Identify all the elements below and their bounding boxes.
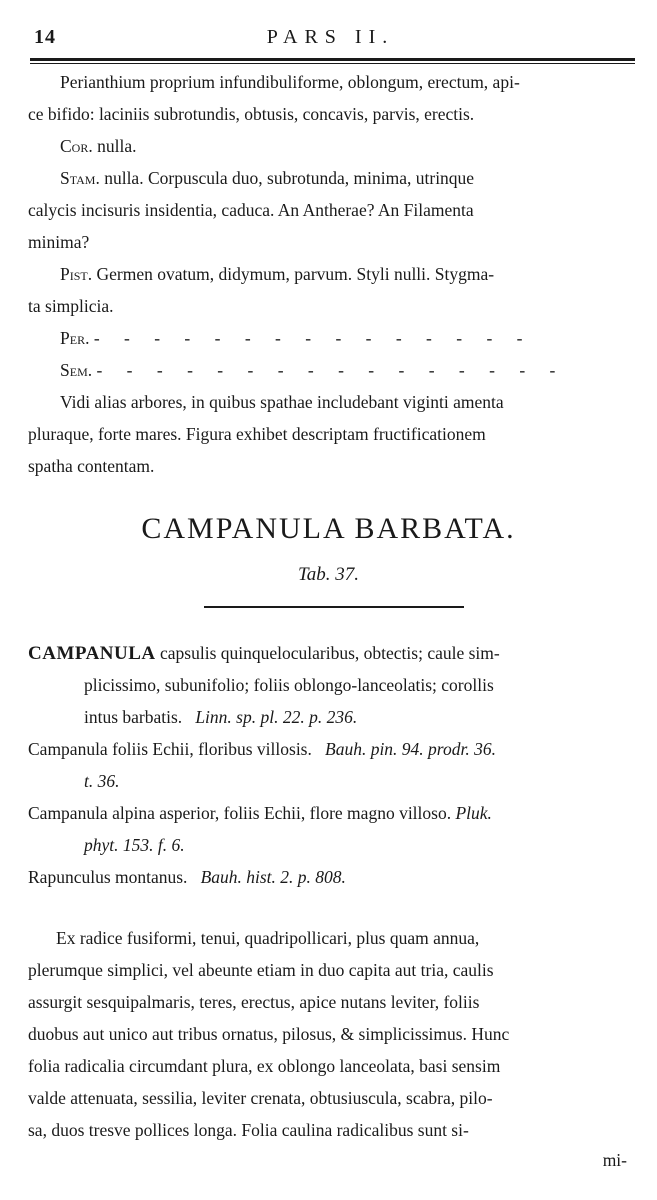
pericarp-label: Per.	[60, 328, 90, 348]
catchword: mi-	[602, 1150, 627, 1170]
description-line-6: valde attenuata, sessilia, leviter crenata, obtusiuscula, scabra, pilo-	[28, 1088, 493, 1108]
description-line-2: plerumque simplici, vel abeunte etiam in duo capita aut tria, caulis	[28, 960, 494, 980]
synonym-1-text-1: capsulis quinquelocularibus, obtectis; caule sim-	[160, 643, 500, 663]
header-rule-thick	[30, 58, 635, 61]
synonym-3-text: Campanula alpina asperior, foliis Echii, flore magno villoso.	[28, 803, 452, 823]
perianthium-line-2: ce bifido: laciniis subrotundis, obtusis, concavis, parvis, erectis.	[28, 104, 475, 124]
corolla-text: nulla.	[97, 136, 137, 156]
pericarp-dashes: - - - - - - - - - - - - - - -	[93, 328, 533, 348]
stamen-label: Stam.	[60, 168, 100, 188]
description-line-3: assurgit sesquipalmaris, teres, erectus, apice nutans leviter, foliis	[28, 992, 480, 1012]
seed-dashes: - - - - - - - - - - - - - - - -	[96, 360, 566, 380]
perianthium-line-1: Perianthium proprium infundibuliforme, oblongum, erectum, api-	[60, 72, 520, 92]
synonym-1-line-1	[28, 638, 638, 670]
page-number: 14	[34, 26, 56, 48]
vidi-line-2: pluraque, forte mares. Figura exhibet descriptam fructificationem	[28, 424, 486, 444]
corolla-line	[28, 130, 632, 162]
description-line-7: sa, duos tresve pollices longa. Folia caulina radicalibus sunt si-	[28, 1120, 469, 1140]
pistil-line-1	[28, 258, 632, 290]
stamen-line-3: minima?	[28, 232, 90, 252]
synonym-3-citation: Pluk.	[455, 803, 492, 823]
description-line-1: Ex radice fusiformi, tenui, quadripollicari, plus quam annua,	[56, 928, 480, 948]
synonym-4-line	[28, 862, 638, 894]
seed-line	[28, 354, 632, 386]
synonym-2-line-1	[28, 734, 638, 766]
stamen-line-1	[28, 162, 632, 194]
seed-label: Sem.	[60, 360, 93, 380]
synonymy-block	[28, 638, 638, 894]
synonym-1-line-2: plicissimo, subunifolio; foliis oblongo-lanceolatis; corollis	[84, 675, 494, 695]
running-head	[28, 22, 633, 52]
title-rule	[204, 606, 464, 608]
flower-description-block	[28, 66, 632, 482]
synonym-1-line-3	[28, 702, 638, 734]
synonym-4-citation: Bauh. hist. 2. p. 808.	[200, 867, 346, 887]
synonym-2-citation: Bauh. pin. 94. prodr. 36.	[325, 739, 496, 759]
vidi-line-1: Vidi alias arbores, in quibus spathae includebant viginti amenta	[60, 392, 504, 412]
synonym-3-line-2: phyt. 153. f. 6.	[84, 835, 185, 855]
stamen-line-2: calycis incisuris insidentia, caduca. An Antherae? An Filamenta	[28, 200, 474, 220]
genus-name: CAMPANULA	[28, 643, 156, 664]
pericarp-line	[28, 322, 632, 354]
description-line-4: duobus aut unico aut tribus ornatus, pilosus, & simplicissimus. Hunc	[28, 1024, 510, 1044]
synonym-3-line-1	[28, 798, 638, 830]
synonym-4-text: Rapunculus montanus.	[28, 867, 188, 887]
pistil-label: Pist.	[60, 264, 93, 284]
pistil-text-1: Germen ovatum, didymum, parvum. Styli nulli. Stygma-	[96, 264, 495, 284]
stamen-text-1: nulla. Corpuscula duo, subrotunda, minima, utrinque	[104, 168, 475, 188]
species-description	[28, 922, 636, 1146]
description-line-5: folia radicalia circumdant plura, ex oblongo lanceolata, basi sensim	[28, 1056, 501, 1076]
pistil-line-2: ta simplicia.	[28, 296, 114, 316]
species-title: CAMPANULA BARBATA.	[141, 512, 516, 545]
synonym-1-text-3: intus barbatis.	[84, 707, 183, 727]
corolla-label: Cor.	[60, 136, 93, 156]
synonym-2-line-2: t. 36.	[84, 771, 120, 791]
plate-reference: Tab. 37.	[297, 564, 360, 585]
synonym-1-citation: Linn. sp. pl. 22. p. 236.	[195, 707, 358, 727]
vidi-line-3: spatha contentam.	[28, 456, 155, 476]
synonym-2-text: Campanula foliis Echii, floribus villosis.	[28, 739, 312, 759]
running-title: PARS II.	[266, 26, 395, 48]
header-rule-thin	[30, 63, 635, 64]
